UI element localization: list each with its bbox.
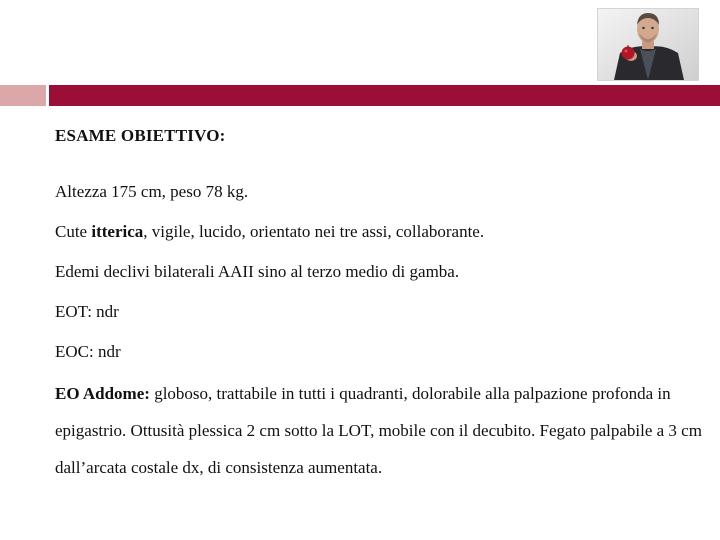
abdomen-text: globoso, trattabile in tutti i quadranti, dolorabile alla palpazione profonda in epigastrio. Ottusità plessica 2 cm sotto la LOT, mobile con il decubito. Fegato palpabile a 3 cm dall’arcata costale dx, di consistenza aumentata.	[55, 384, 702, 477]
portrait-photo	[597, 8, 699, 81]
edema-line: Edemi declivi bilaterali AAII sino al terzo medio di gamba.	[55, 262, 460, 281]
header-bar-accent-left	[0, 85, 46, 106]
skin-line-prefix: Cute	[55, 222, 92, 241]
abdomen-label: EO Addome:	[55, 384, 150, 403]
eoc-line: EOC: ndr	[55, 342, 121, 361]
skin-line-rest: , vigile, lucido, orientato nei tre assi, collaborante.	[143, 222, 485, 241]
abdomen-paragraph	[55, 375, 705, 486]
portrait-image-icon	[598, 9, 698, 80]
eot-line: EOT: ndr	[55, 302, 119, 321]
skin-line	[55, 220, 705, 243]
height-weight-line: Altezza 175 cm, peso 78 kg.	[55, 182, 249, 201]
skin-line-bold: itterica	[91, 222, 144, 241]
section-heading: ESAME OBIETTIVO:	[55, 126, 226, 145]
header-bar-accent-right	[49, 85, 720, 106]
exam-content	[55, 122, 705, 486]
